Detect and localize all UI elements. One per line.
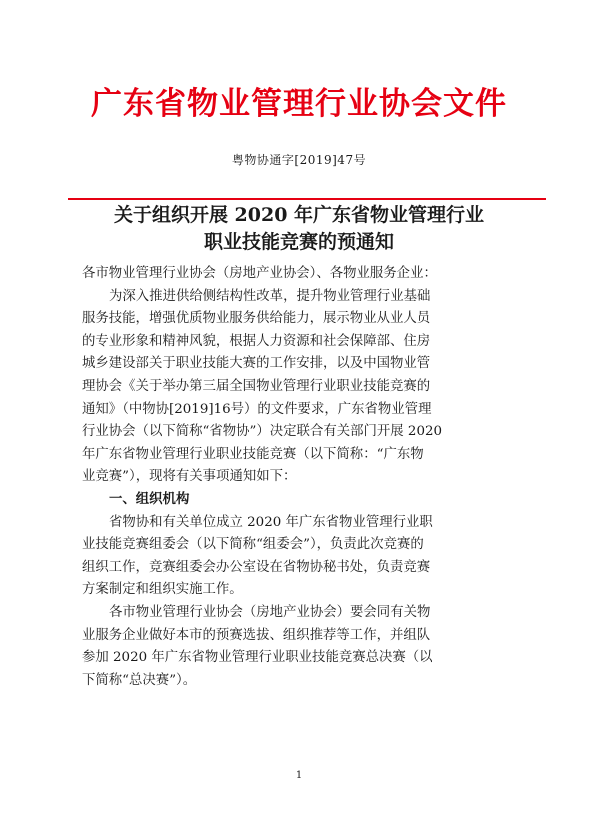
paragraph-3-line: 业服务企业做好本市的预赛选拔、组织推荐等工作，并组队 <box>82 627 431 643</box>
paragraph-3-line: 各市物业管理行业协会（房地产业协会）要会同有关物 <box>109 604 431 620</box>
paragraph-2-line: 业技能竞赛组委会（以下简称“组委会”），负责此次竞赛的 <box>82 537 424 553</box>
paragraph-2-line: 省物协和有关单位成立 2020 年广东省物业管理行业职 <box>109 514 433 530</box>
paragraph-1-line: 城乡建设部关于职业技能大赛的工作安排，以及中国物业管 <box>82 356 431 372</box>
paragraph-1-line: 理协会《关于举办第三届全国物业管理行业职业技能竞赛的 <box>82 378 431 394</box>
paragraph-1-line: 的专业形象和精神风貌，根据人力资源和社会保障部、住房 <box>82 333 431 349</box>
notice-title <box>0 202 598 256</box>
notice-title-line-1: 关于组织开展 2020 年广东省物业管理行业 <box>113 204 485 226</box>
paragraph-1-line: 服务技能，增强优质物业服务供给能力，展示物业从业人员 <box>82 311 431 327</box>
paragraph-3-line: 参加 2020 年广东省物业管理行业职业技能竞赛总决赛（以 <box>82 650 433 666</box>
paragraph-1-line: 业竞赛”），现将有关事项通知如下： <box>82 469 297 485</box>
paragraph-1-line: 年广东省物业管理行业职业技能竞赛（以下简称：“广东物 <box>82 446 424 462</box>
red-header-rule <box>68 198 546 200</box>
paragraph-1-line: 为深入推进供给侧结构性改革，提升物业管理行业基础 <box>109 288 431 304</box>
paragraph-1-line: 通知》（中物协[2019]16号）的文件要求，广东省物业管理 <box>82 401 432 417</box>
document-number: 粤物协通字[2019]47号 <box>231 153 367 167</box>
section-1-heading: 一、组织机构 <box>109 491 190 507</box>
issuing-organization-title: 广东省物业管理行业协会文件 <box>91 86 507 122</box>
paragraph-3-line: 下简称“总决赛”）。 <box>82 672 197 688</box>
paragraph-2-line: 组织工作，竞赛组委会办公室设在省物协秘书处，负责竞赛 <box>82 559 431 575</box>
paragraph-2-line: 方案制定和组织实施工作。 <box>82 582 243 598</box>
paragraph-1-line: 行业协会（以下简称“省物协”）决定联合有关部门开展 2020 <box>82 424 443 440</box>
salutation: 各市物业管理行业协会（房地产业协会）、各物业服务企业： <box>82 266 437 281</box>
notice-title-line-2: 职业技能竞赛的预通知 <box>203 231 394 253</box>
page-number: 1 <box>295 770 303 781</box>
notice-body <box>82 263 522 692</box>
